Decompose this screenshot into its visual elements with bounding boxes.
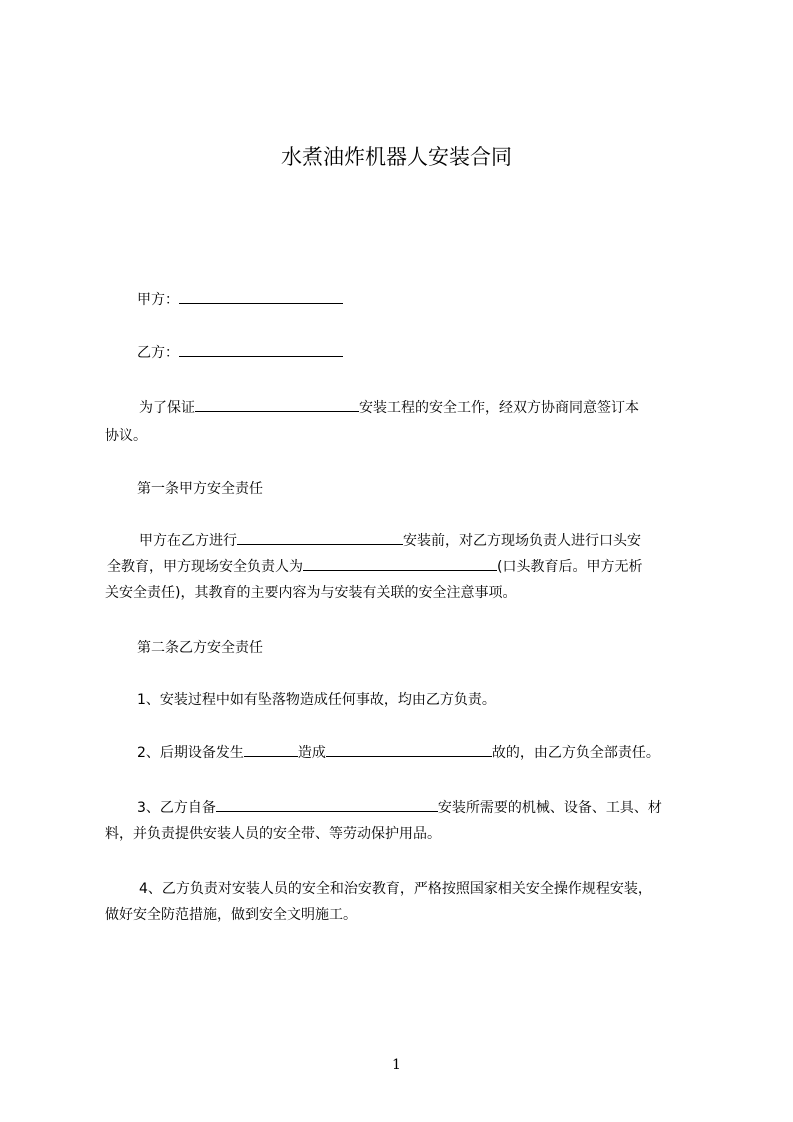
article1-line-2 <box>107 556 642 578</box>
item3-blank <box>216 797 438 812</box>
item2-text-1: 2、后期设备发生 <box>137 745 244 761</box>
item2-blank-2 <box>326 742 492 757</box>
party-b-label: 乙方： <box>137 345 179 361</box>
party-a-line <box>137 289 343 311</box>
article2-item-2 <box>137 742 660 764</box>
item2-text-2: 造成 <box>297 745 326 761</box>
article2-heading: 第二条乙方安全责任 <box>137 640 263 656</box>
article2-item-1: 1、安装过程中如有坠落物造成任何事故，均由乙方负责。 <box>137 692 496 708</box>
article2-item-4-line-1: 4、乙方负责对安装人员的安全和治安教育，严格按照国家相关安全操作规程安装， <box>139 881 652 897</box>
safety-officer-blank <box>303 556 497 571</box>
page-number: 1 <box>392 1057 401 1073</box>
party-a-blank <box>179 289 343 304</box>
intro-line-1 <box>139 397 639 419</box>
party-b-line <box>137 342 343 364</box>
article1-text-4: (口头教育后。甲方无析 <box>497 559 643 575</box>
item2-blank-1 <box>244 742 298 757</box>
party-b-blank <box>179 342 343 357</box>
party-a-label: 甲方： <box>137 292 179 308</box>
article2-item-3-line-1 <box>137 797 662 819</box>
article2-item-3-line-2: 料，并负责提供安装人员的安全带、等劳动保护用品。 <box>105 826 441 842</box>
article1-text-1: 甲方在乙方进行 <box>139 533 237 549</box>
article1-line-1 <box>139 530 641 552</box>
item3-text-1: 3、乙方自备 <box>137 800 216 816</box>
intro-text-1: 为了保证 <box>139 400 195 416</box>
item2-text-3: 故的，由乙方负全部责任。 <box>491 745 660 761</box>
document-title: 水煮油炸机器人安装合同 <box>281 145 512 169</box>
article1-line-3: 关安全责任)，其教育的主要内容为与安装有关联的安全注意事项。 <box>105 585 517 601</box>
article1-project-blank <box>237 530 403 545</box>
intro-project-blank <box>195 397 359 412</box>
article2-item-4-line-2: 做好安全防范措施，做到安全文明施工。 <box>105 907 357 923</box>
intro-line-2: 协议。 <box>105 428 147 444</box>
item3-text-2: 安装所需要的机械、设备、工具、材 <box>437 800 662 816</box>
article1-text-3: 全教育，甲方现场安全负责人为 <box>107 559 303 575</box>
article1-text-2: 安装前，对乙方现场负责人进行口头安 <box>403 533 641 549</box>
intro-text-2: 安装工程的安全工作，经双方协商同意签订本 <box>359 400 639 416</box>
article1-heading: 第一条甲方安全责任 <box>137 481 263 497</box>
